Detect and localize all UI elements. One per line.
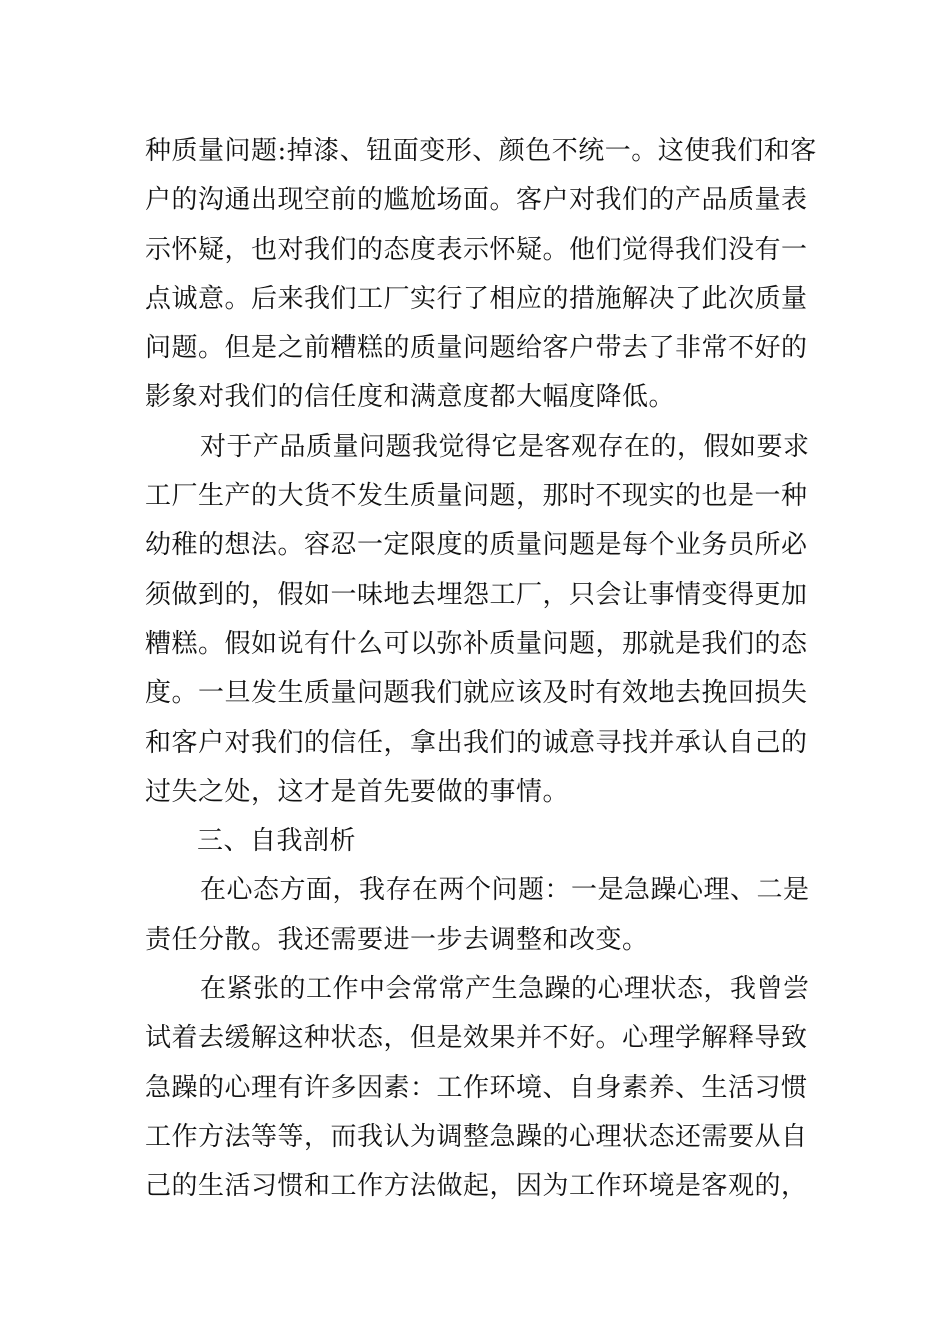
text-line: 问题。但是之前糟糕的质量问题给客户带去了非常不好的	[145, 333, 808, 364]
text-line: 幼稚的想法。容忍一定限度的质量问题是每个业务员所必	[145, 530, 808, 561]
text-line: 点诚意。后来我们工厂实行了相应的措施解决了此次质量	[145, 283, 808, 314]
document-body	[145, 127, 817, 1212]
text-line: 己的生活习惯和工作方法做起，因为工作环境是客观的，	[145, 1171, 808, 1202]
text-line: 种质量问题:掉漆、钮面变形、颜色不统一。这使我们和客	[145, 136, 817, 166]
text-line: 糟糕。假如说有什么可以弥补质量问题，那就是我们的态	[145, 628, 808, 659]
paragraph-first-line: 对于产品质量问题我觉得它是客观存在的，假如要求	[200, 431, 810, 462]
text-line: 示怀疑，也对我们的态度表示怀疑。他们觉得我们没有一	[145, 234, 808, 265]
paragraph-first-line: 在心态方面，我存在两个问题：一是急躁心理、二是	[200, 875, 810, 906]
text-line: 试着去缓解这种状态，但是效果并不好。心理学解释导致	[145, 1023, 808, 1054]
text-line: 影象对我们的信任度和满意度都大幅度降低。	[145, 382, 676, 413]
text-line: 责任分散。我还需要进一步去调整和改变。	[145, 924, 649, 955]
text-line: 须做到的，假如一味地去埋怨工厂，只会让事情变得更加	[145, 579, 808, 610]
paragraph-first-line: 在紧张的工作中会常常产生急躁的心理状态，我曾尝	[200, 974, 810, 1005]
text-line: 户的沟通出现空前的尴尬场面。客户对我们的产品质量表	[145, 185, 808, 216]
text-line: 急躁的心理有许多因素：工作环境、自身素养、生活习惯	[145, 1072, 808, 1103]
section-heading: 三、自我剖析	[197, 826, 357, 857]
text-line: 过失之处，这才是首先要做的事情。	[145, 776, 570, 807]
text-line: 和客户对我们的信任，拿出我们的诚意寻找并承认自己的	[145, 727, 808, 758]
text-line: 工作方法等等，而我认为调整急躁的心理状态还需要从自	[145, 1121, 808, 1152]
text-line: 度。一旦发生质量问题我们就应该及时有效地去挽回损失	[145, 678, 808, 709]
text-line: 工厂生产的大货不发生质量问题，那时不现实的也是一种	[145, 481, 808, 512]
